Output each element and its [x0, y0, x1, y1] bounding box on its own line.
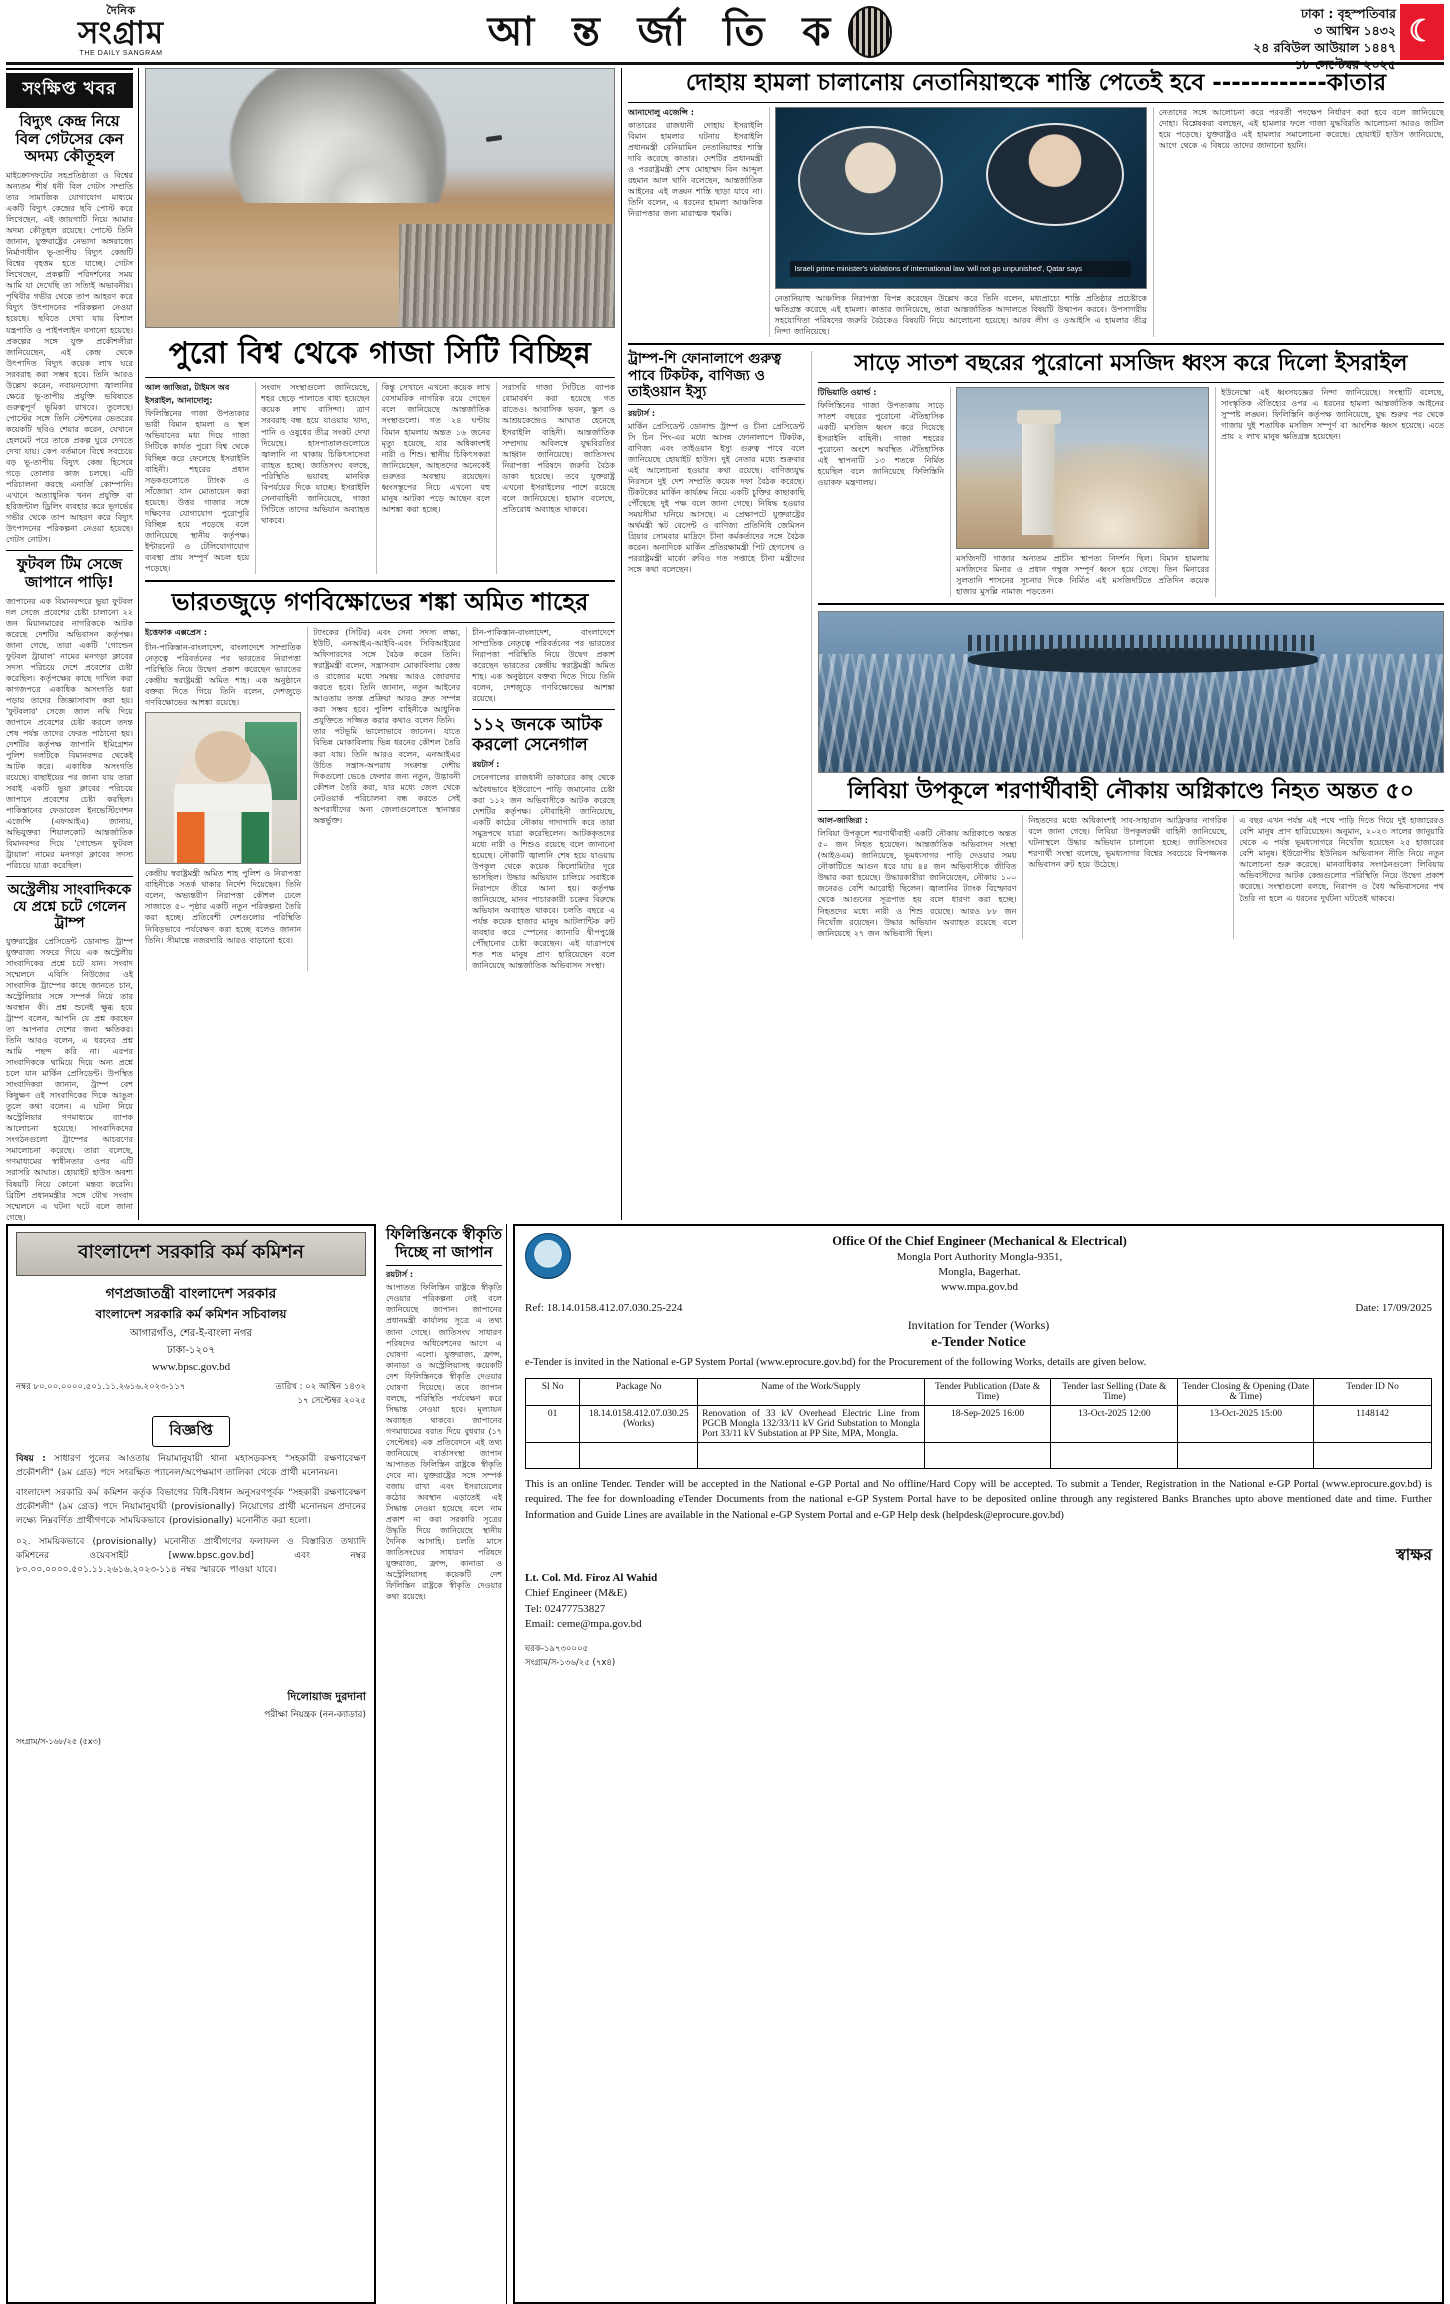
bottom-ads-row: [0, 1220, 1450, 2304]
tender-email[interactable]: Email: ceme@mpa.gov.bd: [525, 1618, 642, 1631]
inflatable-boat: [968, 648, 1318, 674]
logo-english-text: THE DAILY SANGRAM: [79, 49, 163, 57]
senegal-body: সেনেগালের রাজধানী ডাকারের কাছ থেকে অবৈধভাবে ইউরোপে পাড়ি জমানোর চেষ্টা করা ১১২ জন অভিবাসীকে আটক করেছে দেশটির কর্তৃপক্ষ। নৌবাহিনী জানিয়েছে, একটি কাঠের নৌকায় গাদাগাদি করে তারা সমুদ্রপথে যাত্রা করেছিলেন। আটককৃতদের মধ্যে নারী ও শিশুও রয়েছে বলে জানানো হয়েছে। নৌকাটি জ্বালানি শেষ হয়ে যাওয়ায় উপকূল থেকে কয়েক কিলোমিটার দূরে ভাসছিল। উদ্ধার অভিযান চালিয়ে সবাইকে নিরাপদে তীরে আনা হয়। কর্তৃপক্ষ জানিয়েছে, মানব পাচারকারী চক্রের বিরুদ্ধে অভিযান অব্যাহত থাকবে। চলতি বছরে এ পর্যন্ত কয়েক হাজার মানুষ আটলান্টিক রুট ব্যবহার করে স্পেনের ক্যানারি দ্বীপপুঞ্জে পৌঁছানোর চেষ্টা করেছেন। এই যাত্রাপথে শত শত মানুষ প্রাণ হারিয়েছেন বলে জানিয়েছে আন্তর্জাতিক অভিবাসন সংস্থা।: [472, 773, 615, 971]
palestine-recognition-story: [382, 1224, 507, 2304]
tender-office-line-1: Office Of the Chief Engineer (Mechanical & Electrical): [832, 1234, 1127, 1248]
th-publication: Tender Publication (Date & Time): [924, 1378, 1051, 1405]
logo-sangram-text: সংগ্রাম: [77, 15, 165, 51]
tender-signature-mark: স্বাক্ষর: [1395, 1544, 1432, 1564]
palestine-byline: রয়টার্স :: [386, 1270, 414, 1280]
person-scarf: [177, 812, 269, 863]
mosque-col-1: ফিলিস্তিনের গাজা উপত্যকায় সাড়ে সাতশ বছরের পুরোনো ঐতিহাসিক একটি মসজিদ ধ্বংস করে দিয়েছে ইসরাইলি বাহিনী। গাজা শহরের পুরোনো অংশে অবস্থিত ঐতিহাসিক এই স্থাপনাটি ১৩ শতকে নির্মিত হয়েছিল বলে জানিয়েছে ফিলিস্তিনি ওয়াকফ মন্ত্রণালয়।: [817, 401, 945, 488]
table-row: [526, 1405, 1432, 1442]
palestine-body: আপাতত ফিলিস্তিন রাষ্ট্রকে স্বীকৃতি দেওয়ার পরিকল্পনা নেই বলে জানিয়েছে জাপান। জাপানের প্রধানমন্ত্রী কার্যালয় সূত্রে এ তথ্য জানা গেছে। জাতিসংঘ সাধারণ পরিষদের অধিবেশনের আগে এ ঘোষণা এলো। যুক্তরাজ্য, ফ্রান্স, কানাডা ও অস্ট্রেলিয়াসহ কয়েকটি দেশ ফিলিস্তিনকে স্বীকৃতি দেওয়ার ঘোষণা দিয়েছে। তবে জাপান বলছে, পরিস্থিতি পর্যবেক্ষণ করে সিদ্ধান্ত নেওয়া হবে। মূল্যায়ন অব্যাহত থাকবে। জাপানের গণমাধ্যমের বরাত দিয়ে বুধবার (১৭ সেপ্টেম্বর) এক প্রতিবেদনে এই তথ্য জানিয়েছে বার্তাসংস্থা জাপান আপাতত ফিলিস্তিন রাষ্ট্রকে স্বীকৃতি দেবে না। যুক্তরাষ্ট্রের সঙ্গে সম্পর্ক বজায় রাখা এবং ইসরায়েলের কঠোর অবস্থান এড়াতেই এই সিদ্ধান্ত নেওয়া হয়েছে বলে নাম প্রকাশ না করা সরকারি সূত্রের উদ্ধৃতি দিয়ে জানিয়েছে স্থানীয় দৈনিক আসাহি। চলতি মাসে জাতিসংঘের সাধারণ পরিষদে যুক্তরাজ্য, ফ্রান্স, কানাডা ও অস্ট্রেলিয়াসহ কয়েকটি দেশ ফিলিস্তিন রাষ্ট্রকে স্বীকৃতি দেওয়ার কথা রয়েছে।: [386, 1283, 502, 1602]
td-tender-id: 1148142: [1314, 1405, 1432, 1442]
th-closing-opening: Tender Closing & Opening (Date & Time): [1178, 1378, 1314, 1405]
sidebar-header: সংক্ষিপ্ত খবর: [6, 73, 133, 108]
tender-ref-no: Ref: 18.14.0158.412.07.030.25-224: [525, 1302, 683, 1315]
bpsc-banner-title: বাংলাদেশ সরকারি কর্ম কমিশন: [77, 1241, 305, 1263]
libya-col-2: নিহতদের মধ্যে অধিকাংশই সাব-সাহারান আফ্রিকার নাগরিক বলে জানা গেছে। লিবিয়া উপকূলরক্ষী বাহিনী জানিয়েছে, ঘটনাস্থলে উদ্ধার অভিযান চালানো হচ্ছে। জাতিসংঘের শরণার্থী সংস্থা বলেছে, ভূমধ্যসাগর বিশ্বের সবচেয়ে বিপজ্জনক অভিবাসন রুট হয়ে উঠেছে।: [1028, 816, 1228, 870]
tiktok-headline[interactable]: ট্রাম্প-শি ফোনালাপে গুরুত্ব পাবে টিকটক, বাণিজ্য ও তাইওয়ান ইস্যু: [628, 351, 782, 401]
libya-headline[interactable]: লিবিয়া উপকূলে শরণার্থীবাহী নৌকায় অগ্নিকাণ্ডে নিহত অন্তত ৫০: [847, 779, 1415, 805]
tender-signature-title: Chief Engineer (M&E): [525, 1587, 628, 1600]
date-english: ১৮ সেপ্টেম্বর ২০২৫: [1294, 56, 1396, 72]
bpsc-date-1: তারিখ : ০২ আশ্বিন ১৪৩২: [275, 1382, 366, 1392]
destroyed-buildings: [399, 224, 614, 327]
india-col-2b: তার পটভূমি ভালোভাবে জানেন। যাতে বিভিন্ন মোকাবিলায় ভিন্ন ধরনের কৌশল তৈরি করা যায়। তিনি আরও বলেন, এনআইএর উচিত সন্ত্রাস-অপরাধ সংক্রান্ত দেশীয় দিকগুলো ভেঙে ফেলার জন্য নতুন, উদ্ভাবনী কৌশল তৈরি করা, যার মধ্যে জেল থেকে নেটওয়ার্ক পরিচালনা বন্ধ করতে সেই অপরাধীদের অন্য জেলাগুলোতে স্থানান্তর অন্তর্ভুক্ত।: [313, 727, 461, 825]
th-package-no: Package No: [580, 1378, 698, 1405]
td-sl-no: 01: [526, 1405, 580, 1442]
bpsc-footer-ref: সংগ্রাম/স-১৬৮/২৫ (৫x৩): [16, 1736, 101, 1746]
th-sl-no: Sl No: [526, 1378, 580, 1405]
aircraft-icon: [485, 135, 502, 142]
senegal-pre-text: চীন-পাকিস্তান-বাংলাদেশ, বাংলাদেশে সাম্প্রতিক নেতৃত্বে পরিবর্তনের পর ভারতের নিরাপত্তা পরিস্থিতি নিয়ে উদ্বেগ প্রকাশ করেছেন ভারতের কেন্দ্রীয় স্বরাষ্ট্রমন্ত্রী অমিত শাহ। এক অনুষ্ঠানে বক্তব্য দিতে গিয়ে তিনি বলেন, দেশজুড়ে গণবিক্ষোভের আশঙ্কা রয়েছে।: [472, 628, 615, 704]
qatar-headline[interactable]: দোহায় হামলা চালানোয় নেতানিয়াহুকে শাস্তি পেতেই হবে ------------কাতার: [685, 70, 1387, 96]
bpsc-signature-title: পরীক্ষা নিয়ন্ত্রক (নন-ক্যাডার): [264, 1709, 366, 1720]
td-empty-6: [1178, 1442, 1314, 1468]
qatar-netanyahu-photo: [775, 107, 1147, 289]
bpsc-gov-line-2: বাংলাদেশ সরকারি কর্ম কমিশন সচিবালয়: [95, 1307, 287, 1321]
th-tender-id: Tender ID No: [1314, 1378, 1432, 1405]
sidebar-brief-news: [6, 68, 138, 1220]
senegal-byline: রয়টার্স :: [472, 760, 500, 770]
section-title: আ ন্ত র্জা তি ক: [487, 9, 843, 55]
tender-tel: Tel: 02477753827: [525, 1602, 606, 1615]
india-col-1: চীন-পাকিস্তান-বাংলাদেশ, বাংলাদেশে সাম্প্রতিক নেতৃত্বে পরিবর্তনের পর ভারতের নিরাপত্তা পরিস্থিতি নিয়ে উদ্বেগ প্রকাশ করেছেন ভারতের কেন্দ্রীয় স্বরাষ্ট্রমন্ত্রী অমিত শাহ। এক অনুষ্ঠানে বক্তব্য দিতে গিয়ে তিনি বলেন, দেশজুড়ে গণবিক্ষোভের আশঙ্কা রয়েছে।: [145, 643, 302, 708]
tender-office-line-3: Mongla, Bagerhat.: [938, 1265, 1021, 1278]
tender-title: e-Tender Notice: [931, 1335, 1026, 1351]
globe-icon: [848, 6, 892, 58]
bpsc-banner: [16, 1232, 366, 1276]
mosque-demolition-photo: [956, 387, 1209, 549]
qatar-pm-portrait: [798, 126, 943, 234]
bpsc-subject-label: বিষয় :: [16, 1454, 46, 1464]
bpsc-memo-no: নম্বর ৮০.০০.০০০০.৫০১.১১.২৬১৬.২০২৩-১১৭: [16, 1382, 186, 1392]
refugee-boat-photo: [818, 611, 1444, 773]
qatar-col-1: কাতারের রাজধানী দোহায় ইসরাইলি বিমান হামলার ঘটনায় ইসরাইলি প্রধানমন্ত্রী বেনিয়ামিন নেতানিয়াহুর শাস্তি দাবি করেছে কাতার। দেশটির প্রধানমন্ত্রী ও পররাষ্ট্রমন্ত্রী শেখ মোহাম্মদ বিন আব্দুল রহমান আল থানি বলেছেন, আন্তর্জাতিক আইনের এই লঙ্ঘন শাস্তি ছাড়া যাবে না। তিনি বলেন, এ ধরনের হামলা আঞ্চলিক নিরাপত্তার জন্য মারাত্মক হুমকি।: [628, 121, 763, 219]
lead-col-3: কিন্তু সেখানে এখনো কয়েক লাখ বেসামরিক নাগরিক রয়ে গেছেন বলে জানিয়েছে আন্তর্জাতিক সংস্থাগুলো। গত ২৪ ঘণ্টায় বিমান হামলায় অন্তত ১৬ জনের মৃত্যু হয়েছে, যার অধিকাংশই নারী ও শিশু। স্থানীয় চিকিৎসকরা জানিয়েছেন, আহতদের অনেকেই গুরুতর অবস্থায় রয়েছেন। ধ্বংসস্তূপের নিচে এখনো বহু মানুষ আটকা পড়ে আছেন বলে আশঙ্কা করা হচ্ছে।: [381, 383, 491, 514]
date-place-day: ঢাকা : বৃহস্পতিবার: [1300, 6, 1396, 21]
lead-col-1: ফিলিস্তিনের গাজা উপত্যকার ভারী বিমান হামলা ও স্থল অভিযানের মধ্য দিয়ে গাজা সিটিকে কার্যত পুরো বিশ্ব থেকে বিচ্ছিন্ন করে ফেলেছে ইসরাইলি বাহিনী। শহরের প্রধান সড়কগুলোতে ট্যাংক ও সাঁজোয়া যান মোতায়েন করা হয়েছে। উত্তর গাজার সঙ্গে দক্ষিণের যোগাযোগ পুরোপুরি বিচ্ছিন্ন হয়ে পড়েছে বলে জানিয়েছে স্থানীয় কর্তৃপক্ষ। ইন্টারনেট ও টেলিযোগাযোগ ব্যবস্থা প্রায় সম্পূর্ণ অচল হয়ে পড়েছে।: [145, 409, 250, 573]
person-face: [195, 731, 250, 782]
masthead-date-block: [1144, 4, 1444, 74]
bpsc-body-2: ০২. সাময়িকভাবে (provisionally) মনোনীত প্রার্থীগণের ফলাফল ও বিস্তারিত তথ্যাদি কমিশনের ওয়েবসাইট [www.bpsc.gov.bd] এবং নম্বর ৮০.০০.০০০০.৫০১.১১.২৬১৬.২০২৩-১১৪ নম্বর স্মারকে পাওয়া যাবে।: [16, 1536, 366, 1575]
india-col-2: ট্যাংকের (সিটির) এবং সেনা সদস্য লক্ষ্য, ইউটি, এনআইএ-আইবি-এবং সিবিআইয়ের অফিসারদের সঙ্গে বৈঠক করেন তিনি। স্বরাষ্ট্রমন্ত্রী বলেন, সন্ত্রাসবাদ মোকাবিলায় কেন্দ্র ও রাজ্যের মধ্যে সমন্বয় আরও জোরদার করতে হবে। তিনি জানান, নতুন আইনের আওতায় তদন্ত প্রক্রিয়া আরও দ্রুত সম্পন্ন করা সম্ভব হবে। পুলিশ বাহিনীকে আধুনিক প্রযুক্তিতে সজ্জিত করার কথাও বলেন তিনি।: [313, 628, 461, 726]
tender-advertisement: [513, 1224, 1444, 2304]
mongla-port-authority-logo: [525, 1233, 571, 1279]
right-column: [621, 68, 1444, 1220]
bpsc-signature-name: দিলোয়াজ দুরদানা: [287, 1689, 366, 1703]
tender-footer-ref-1: ঘরক-১৯৭৩০০০৫: [525, 1644, 589, 1655]
tiktok-byline: রয়টার্স :: [628, 408, 656, 418]
photo-caption: Israeli prime minister's violations of international law 'will not go unpunished', Qatar says: [790, 261, 1131, 277]
logo-dainik-text: দৈনিক: [106, 5, 136, 17]
tender-invitation-line: Invitation for Tender (Works): [907, 1318, 1050, 1333]
tender-office-website[interactable]: www.mpa.gov.bd: [940, 1280, 1019, 1293]
mosque-col-3: ইউনেস্কো এই ধ্বংসযজ্ঞের নিন্দা জানিয়েছে। সংস্থাটি বলেছে, সাংস্কৃতিক ঐতিহ্যের ওপর এ ধরনের হামলা আন্তর্জাতিক আইনের সুস্পষ্ট লঙ্ঘন। ফিলিস্তিনি কর্তৃপক্ষ জানিয়েছে, যুদ্ধ শুরুর পর থেকে গাজায় দুই শতাধিক মসজিদ সম্পূর্ণ বা আংশিক ধ্বংস হয়েছে। এতে প্রায় ২ লাখ মানুষ ক্ষতিগ্রস্ত হয়েছেন।: [1221, 388, 1444, 442]
minaret-structure: [1022, 420, 1055, 535]
tender-table-header-row: [526, 1378, 1432, 1405]
mosque-headline[interactable]: সাড়ে সাতশ বছরের পুরোনো মসজিদ ধ্বংস করে দিলো ইসরাইল: [854, 351, 1408, 377]
lead-col-4: সরাসরি গাজা সিটিতে ব্যাপক বোমাবর্ষণ করা হয়েছে গত রাতেও। আবাসিক ভবন, স্কুল ও আশ্রয়কেন্দ্রেও আঘাত হেনেছে ইসরাইলি বাহিনী। আন্তর্জাতিক সম্প্রদায় অবিলম্বে যুদ্ধবিরতির আহ্বান জানিয়েছে। জাতিসংঘ নিরাপত্তা পরিষদে জরুরি বৈঠক ডাকা হয়েছে। তবে যুক্তরাষ্ট্র এখনো ইসরাইলের পাশে রয়েছে বলে জানিয়েছে। হামাস বলেছে, প্রতিরোধ অব্যাহত থাকবে।: [502, 383, 615, 514]
date-bangla: ৩ আশ্বিন ১৪৩২: [1313, 22, 1396, 38]
th-work-name: Name of the Work/Supply: [698, 1378, 925, 1405]
td-empty-2: [580, 1442, 698, 1468]
sidebar-item-headline-3[interactable]: অস্ট্রেলীয় সাংবাদিককে যে প্রশ্নে চটে গেলেন ট্রাম্প: [7, 882, 132, 932]
qatar-byline: আনাদোলু এজেন্সি :: [628, 108, 694, 118]
bpsc-advertisement: [6, 1224, 376, 2304]
sidebar-item-body-2: জাপানের এক বিমানবন্দরে ভুয়া ফুটবল দল সেজে প্রবেশের চেষ্টা চালানো ২২ জন মিয়ানমারের নাগরিককে আটক করেছে দেশটির অভিবাসন কর্তৃপক্ষ। জানা গেছে, তারা একটি 'গোল্ডেন ফুটবল ট্রায়াল' নামের মনগড়া ক্লাবের সদস্য পরিচয়ে দেশে প্রবেশের চেষ্টা করেছিল। কর্তৃপক্ষের কাছে দাখিল করা কাগজপত্রে একাধিক অসংগতি ধরা পড়ায় তাদের জিজ্ঞাসাবাদ করা হয়। 'ফুটবলার' সেজে জাল নথি দিয়ে জাপানে প্রবেশের চেষ্টা করলে তদন্ত শেষ পর্যন্ত তাদের ফেরত পাঠানো হয়। দেশটির কর্তৃপক্ষ জাপানি ইমিগ্রেশন পুলিশ দলটিকে বিমানবন্দর থেকেই আটক করে। একাধিক অসংগতি রয়েছে। বাছাইয়ের পর জানা যায় তারা সবাই একটি ভুয়া ক্লাবের পরিচয়ে জাপানে প্রবেশের চেষ্টা করছিল। পাকিস্তানের ফেডারেল ইনভেস্টিগেশন এজেন্সি (এফআইএ) জানায়, অভিযুক্তরা শিয়ালকোট আন্তর্জাতিক বিমানবন্দর দিয়ে 'গোল্ডেন ফুটবল ট্রায়াল' নামের মনগড়া ক্লাবের সদস্য পরিচয়ে যাত্রা করেছিল।: [6, 596, 133, 871]
center-column: [138, 68, 621, 1220]
sidebar-item-headline-1[interactable]: বিদ্যুৎ কেন্দ্র নিয়ে বিল গেটসের কেন অদম্য কৌতূহল: [15, 112, 124, 166]
bpsc-date-2: ১৭ সেপ্টেম্বর ২০২৫: [297, 1396, 366, 1406]
mosque-col-2: মসজিদটি গাজার অন্যতম প্রাচীন স্থাপত্য নিদর্শন ছিল। বিমান হামলায় মসজিদের মিনার ও প্রধান গম্বুজ সম্পূর্ণ ধ্বংস হয়ে গেছে। তিন মিনারের সুলতানি শাসনের সূচনার দিকে নির্মিত এই মসজিদটিতে প্রতিদিন কয়েক হাজার মুসল্লি নামাজ পড়তেন।: [956, 554, 1210, 597]
libya-byline: আল-জাজিরা :: [817, 816, 868, 826]
newspaper-logo: [6, 4, 236, 57]
senegal-headline[interactable]: ১১২ জনকে আটক করলো সেনেগাল: [472, 715, 603, 756]
td-empty-5: [1051, 1442, 1178, 1468]
qatar-col-2: নেতানিয়াহু আঞ্চলিক নিরাপত্তা বিপন্ন করেছেন উল্লেখ করে তিনি বলেন, মধ্যপ্রাচ্যে শান্তি প্রতিষ্ঠার প্রচেষ্টাকে ক্ষতিগ্রস্ত করেছে এই হামলা। কাতার জানিয়েছে, তারা আন্তর্জাতিক আদালতে বিষয়টি উত্থাপন করবে। উপসাগরীয় সহযোগিতা পরিষদের জরুরি বৈঠকেও বিষয়টি নিয়ে আলোচনা হয়েছে। আরব লীগ ও ওআইসি এ হামলার তীব্র নিন্দা জানিয়েছে।: [774, 294, 1147, 337]
td-closing-opening: 13-Oct-2025 15:00: [1178, 1405, 1314, 1442]
lead-col-2: সংবাদ সংস্থাগুলো জানিয়েছে, শহর ছেড়ে পালাতে বাধ্য হয়েছেন কয়েক লাখ বাসিন্দা। ত্রাণ সরবরাহ বন্ধ হয়ে যাওয়ায় খাদ্য, পানি ও ওষুধের তীব্র সংকট দেখা দিয়েছে। হাসপাতালগুলোতে জ্বালানি না থাকায় চিকিৎসাসেবা ব্যাহত হচ্ছে। জাতিসংঘ বলছে, পরিস্থিতি ভয়াবহ মানবিক বিপর্যয়ের দিকে যাচ্ছে। ইসরাইলি সেনাবাহিনী জানিয়েছে, গাজা সিটিতে তাদের অভিযান অব্যাহত থাকবে।: [261, 383, 370, 525]
td-last-selling: 13-Oct-2025 12:00: [1051, 1405, 1178, 1442]
india-col-1b: কেন্দ্রীয় স্বরাষ্ট্রমন্ত্রী অমিত শাহ পুলিশ ও নিরাপত্তা বাহিনীকে সতর্ক থাকার নির্দেশ দিয়েছেন। তিনি বলেন, অভ্যন্তরীণ নিরাপত্তা কৌশল ঢেলে সাজাতে ৫০ পৃষ্ঠার একটি নতুন পরিকল্পনা তৈরি করা হচ্ছে। প্রতিবেশী দেশগুলোর পরিস্থিতি নিবিড়ভাবে পর্যবেক্ষণ করা হচ্ছে বলেও জানান তিনি। সীমান্তে নজরদারি আরও বাড়ানো হবে।: [145, 869, 302, 945]
india-headline[interactable]: ভারতজুড়ে গণবিক্ষোভের শঙ্কা অমিত শাহের: [171, 587, 589, 616]
bpsc-gov-line-1: গণপ্রজাতন্ত্রী বাংলাদেশ সরকার: [105, 1286, 277, 1302]
th-last-selling: Tender last Selling (Date & Time): [1051, 1378, 1178, 1405]
table-row-empty: [526, 1442, 1432, 1468]
crescent-icon: ☾: [1400, 4, 1444, 60]
sidebar-item-body-3: যুক্তরাষ্ট্রের প্রেসিডেন্ট ডোনাল্ড ট্রাম্প যুক্তরাজ্য সফরে গিয়ে এক অস্ট্রেলীয় সাংবাদিকের প্রশ্নে চটে যান। সংবাদ সম্মেলনে এবিসি নিউজের ওই সাংবাদিক ট্রাম্পের কাছে জানতে চান, অস্ট্রেলিয়ার সঙ্গে সম্পর্ক নিয়ে তার অবস্থান কী। প্রশ্ন শুনেই ক্ষুব্ধ হয়ে ট্রাম্প বলেন, আপনি যে প্রশ্ন করছেন তা আপনার দেশের জন্য ক্ষতিকর। তিনি আরও বলেন, এ ধরনের প্রশ্ন আমি পছন্দ করি না। এরপর সাংবাদিককে থামিয়ে দিয়ে অন্য প্রশ্নে চলে যান মার্কিন প্রেসিডেন্ট। উপস্থিত সাংবাদিকরা জানান, ট্রাম্প বেশ কিছুক্ষণ ওই সাংবাদিকের দিকে আঙুল তুলে কথা বলেন। এ ঘটনা নিয়ে অস্ট্রেলিয়ার গণমাধ্যমে ব্যাপক আলোচনা হয়েছে। সাংবাদিকদের সংগঠনগুলো ট্রাম্পের আচরণের সমালোচনা করেছে। তারা বলেছে, গণমাধ্যমের স্বাধীনতার ওপর এটি সরাসরি আঘাত। হোয়াইট হাউস অবশ্য বিষয়টি নিয়ে কোনো মন্তব্য করেনি। ব্রিটিশ প্রধানমন্ত্রীর সঙ্গে যৌথ সংবাদ সম্মেলনে এ ঘটনা ঘটে বলে জানা গেছে।: [6, 936, 133, 1222]
tender-table: [525, 1378, 1432, 1469]
main-content: [0, 65, 1450, 1220]
section-title-block: [236, 4, 1144, 58]
masthead: [0, 0, 1450, 72]
tender-intro: e-Tender is invited in the National e-GP System Portal (www.eprocure.gov.bd) for the Procurement of the following Works, details are given below.: [525, 1357, 1147, 1369]
bpsc-subject-text: সাধারণ পুলের আওতায় নিয়ামানুযায়ী থানা মহাসড়কসহ "সহকারী রক্ষণাবেক্ষণ প্রকৌশলী" (৯ম গ্রেড) পদে সংরক্ষিত প্যানেল/অপেক্ষমাণ তালিকা থেকে প্রার্থী মনোনয়ন।: [16, 1454, 366, 1478]
td-work-name: Renovation of 33 kV Overhead Electric Line from PGCB Mongla 132/33/11 kV Grid Substation to Mongla Port 33/11 kV Substation at PP Site, MPA, Mongla.: [698, 1405, 925, 1442]
td-empty-3: [698, 1442, 925, 1468]
tender-date: Date: 17/09/2025: [1355, 1302, 1432, 1315]
td-package-no: 18.14.0158.412.07.030.25 (Works): [580, 1405, 698, 1442]
india-byline: ইত্তেফাক এক্সপ্রেস :: [145, 628, 208, 638]
mosque-byline: টিভিয়াতি ওয়ার্ল্ড :: [817, 388, 877, 398]
tender-note: This is an online Tender. Tender will be accepted in the National e-GP Portal and No offline/Hard Copy will be accepted. To submit a Tender, Registration in the National e-GP Portal (www.eprocure.gov.bd) is required. The fee for downloading eTender Documents from the national e-GP System Portal have to be deposited online through any registered Banks Branches upto above mentioned date and time. Further Information and Guide Lines are available in the National e-GP System Portal and e-GP Help desk (helpdesk@eprocure.gov.bd): [525, 1478, 1432, 1522]
bpsc-gov-line-4: ঢাকা-১২০৭: [166, 1345, 216, 1356]
tender-footer-ref-2: সংগ্রাম/স-১৩৬/২৫ (৭x৪): [525, 1658, 616, 1669]
td-publication: 18-Sep-2025 16:00: [924, 1405, 1051, 1442]
bpsc-gov-line-3: আগারগাঁও, শের-ই-বাংলা নগর: [129, 1328, 252, 1339]
tiktok-body: মার্কিন প্রেসিডেন্ট ডোনাল্ড ট্রাম্প ও চীনা প্রেসিডেন্ট সি চিন পিং-এর মধ্যে আসন্ন ফোনালাপে টিকটক, বাণিজ্য এবং তাইওয়ান ইস্যু গুরুত্ব পাবে বলে জানিয়েছে হোয়াইট হাউস। দুই নেতার মধ্যে শুক্রবার এই আলোচনা হওয়ার কথা রয়েছে। বাণিজ্যযুদ্ধ নিরসনে দুই দেশ সম্প্রতি কয়েক দফা বৈঠক করেছে। টিকটকের মার্কিন কার্যক্রম নিয়ে একটি চুক্তির কাছাকাছি পৌঁছেছে দুই পক্ষ বলে জানা গেছে। নিষিদ্ধ হওয়ার সময়সীমা ঘনিয়ে আসছে। এ প্রেক্ষাপটে যুক্তরাষ্ট্রের অর্থমন্ত্রী স্কট বেসেন্ট ও বাণিজ্য প্রতিনিধি জেমিসন গ্রিয়ার সোমবার মাদ্রিদে চীনা কর্মকর্তাদের সঙ্গে বৈঠক করেন। অন্যদিকে মার্কিন প্রতিরক্ষামন্ত্রী পিট হেগসেথ ও পররাষ্ট্রমন্ত্রী মার্কো রুবিও গত সপ্তাহে চীনা মন্ত্রীদের সঙ্গে কথা বলেছেন।: [628, 421, 805, 575]
tender-signature-name: Lt. Col. Md. Firoz Al Wahid: [525, 1571, 658, 1584]
td-empty-4: [924, 1442, 1051, 1468]
bpsc-website[interactable]: www.bpsc.gov.bd: [151, 1361, 231, 1373]
netanyahu-portrait: [986, 123, 1123, 226]
lead-byline: আল জাজিরা, টাইমস অব ইসরাইল, আনাদোলু:: [145, 383, 230, 406]
lead-headline[interactable]: পুরো বিশ্ব থেকে গাজা সিটি বিচ্ছিন্ন: [168, 336, 592, 371]
bpsc-notice-badge: বিজ্ঞপ্তি: [152, 1416, 230, 1447]
tender-office-line-2: Mongla Port Authority Mongla-9351,: [896, 1250, 1063, 1263]
amit-shah-photo: [145, 712, 301, 864]
libya-col-3: এ বছর এখন পর্যন্ত এই পথে পাড়ি দিতে গিয়ে দুই হাজারেরও বেশি মানুষ প্রাণ হারিয়েছেন। অনুমান, ২০২৩ সালের জানুয়ারি থেকে এ পর্যন্ত ভূমধ্যসাগরে নিখোঁজ হয়েছেন ২৫ হাজারের বেশি মানুষ। ইউরোপীয় ইউনিয়ন অভিবাসন নীতি নিয়ে নতুন আলোচনা শুরু করেছে। মানবাধিকার সংগঠনগুলো লিবিয়ায় অভিবাসীদের আটক কেন্দ্রগুলোর পরিস্থিতি নিয়ে উদ্বেগ প্রকাশ করেছে। সংস্থাগুলো বলছে, নিরাপদ ও বৈধ অভিবাসনের পথ তৈরি না হলে এ ধরনের দুর্ঘটনা ঘটতেই থাকবে।: [1239, 816, 1444, 903]
gaza-airstrike-photo: [145, 68, 615, 328]
bpsc-body-1: বাংলাদেশ সরকারি কর্ম কমিশন কর্তৃক বিভাগের বিধি-বিধান অনুসরণপূর্বক "সহকারী রক্ষণাবেক্ষণ প্রকৌশলী" (৯ম গ্রেড) পদে নিয়ামানুযায়ী (provisionally) নিয়োগের প্রার্থী মনোনয়ন প্রদানের লক্ষ্যে নিম্নবর্ণিত প্রার্থীগণকে সাময়িকভাবে (provisionally) মনোনীত করা হলো।: [16, 1488, 366, 1526]
date-hijri: ২৪ রবিউল আউয়াল ১৪৪৭: [1253, 39, 1396, 55]
td-empty-7: [1314, 1442, 1432, 1468]
refugees-on-boat: [968, 635, 1318, 651]
libya-col-1: লিবিয়া উপকূলে শরণার্থীবাহী একটি নৌকায় অগ্নিকাণ্ডে অন্তত ৫০ জন নিহত হয়েছেন। আন্তর্জাতিক অভিবাসন সংস্থা (আইওএম) জানিয়েছে, ভূমধ্যসাগর পাড়ি দেওয়ার সময় নৌকাটিতে আগুন ধরে যায় ৪৪ জন অভিবাসীকে জীবিত উদ্ধার করা হয়েছে। উদ্ধারকারীরা জানিয়েছেন, নৌকায় ১০০ জনেরও বেশি আরোহী ছিলেন। জ্বালানির ট্যাংক বিস্ফোরণ থেকে আগুনের সূত্রপাত হয় বলে ধারণা করা হচ্ছে। নিহতদের মধ্যে নারী ও শিশু রয়েছে। আরও ৮৮ জন নিখোঁজ রয়েছেন। উদ্ধার অভিযান অব্যাহত রয়েছে বলে জানিয়েছে ২৭ জন অভিবাসী ছিল।: [817, 829, 1017, 938]
palestine-headline[interactable]: ফিলিস্তিনকে স্বীকৃতি দিচ্ছে না জাপান: [386, 1225, 502, 1261]
dust-cloud: [1053, 443, 1199, 549]
sidebar-item-body-1: মাইক্রোসফটের সহপ্রতিষ্ঠাতা ও বিশ্বের অন্যতম শীর্ষ ধনী বিল গেটস সম্প্রতি তার সামাজিক যোগাযোগ মাধ্যমে একটি বিদ্যুৎ কেন্দ্রের ছবি পোস্ট করে লিখেছেন, এই জায়গাটি নিয়ে আমার অদম্য কৌতূহল রয়েছে। পোস্টে তিনি জানান, যুক্তরাষ্ট্রের নেভাদা অঙ্গরাজ্যে নির্মাণাধীন ভূ-তাপীয় বিদ্যুৎ কেন্দ্রটি বিশ্বের বৃহত্তম হতে যাচ্ছে। গেটস লিখেছেন, প্রকল্পটি পরিদর্শনের সময় আমি যা দেখেছি তা সত্যিই অভাবনীয়। পৃথিবীর গভীর থেকে তাপ আহরণ করে বিদ্যুৎ উৎপাদনের পরিকল্পনা নেওয়া হয়েছে। ছবিতে দেখা যায় বিশাল যন্ত্রপাতি ও পাইপলাইন বসানো হয়েছে। প্রকল্পের সঙ্গে যুক্ত প্রকৌশলীরা জানিয়েছেন, এই কেন্দ্র থেকে উৎপাদিত বিদ্যুৎ কয়েক লাখ ঘরে সরবরাহ করা সম্ভব হবে। তিনি আরও উল্লেখ করেন, নবায়নযোগ্য জ্বালানির ক্ষেত্রে ভূ-তাপীয় প্রযুক্তি ভবিষ্যতে গুরুত্বপূর্ণ ভূমিকা রাখবে। তুলেছে। পোস্টের সঙ্গে তিনি স্টেশনের ভেতরের কয়েকটি ছবিও শেয়ার করেন, যেখানে হেলমেট পরে তাকে প্রকল্প ঘুরে দেখতে দেখা যায়। কেপ বর্তমানে বিশ্বে সবচেয়ে বড় ভূ-তাপীয় বিদ্যুৎ কেন্দ্র হিসেবে গড়ে তোলার কাজ চলছে। এটি পরিচালনা করছে এনার্জি কোম্পানি। এখানে অত্যাধুনিক খনন প্রযুক্তি বা হরিজন্টাল ড্রিলিং ব্যবহার করে ভূগর্ভের গভীর থেকে তাপ আহরণ করে বিদ্যুৎ উৎপাদনের পরিকল্পনা নেওয়া হয়েছে। গেটস নোটস।: [6, 171, 133, 545]
sidebar-item-headline-2[interactable]: ফুটবল টিম সেজে জাপানে পাড়ি!: [16, 555, 123, 591]
td-empty-1: [526, 1442, 580, 1468]
qatar-col-3: নেতাদের সঙ্গে আলোচনা করে পরবর্তী পদক্ষেপ নির্ধারণ করা হবে বলে জানিয়েছে দোহা। বিশ্লেষকরা বলছেন, এই হামলার ফলে গাজা যুদ্ধবিরতি আলোচনা আরও জটিল হয়ে পড়েছে। যুক্তরাষ্ট্রও এই হামলার সমালোচনা করেছে। হোয়াইট হাউস জানিয়েছে, আগে থেকে এ বিষয়ে তাদের জানানো হয়নি।: [1158, 108, 1444, 151]
